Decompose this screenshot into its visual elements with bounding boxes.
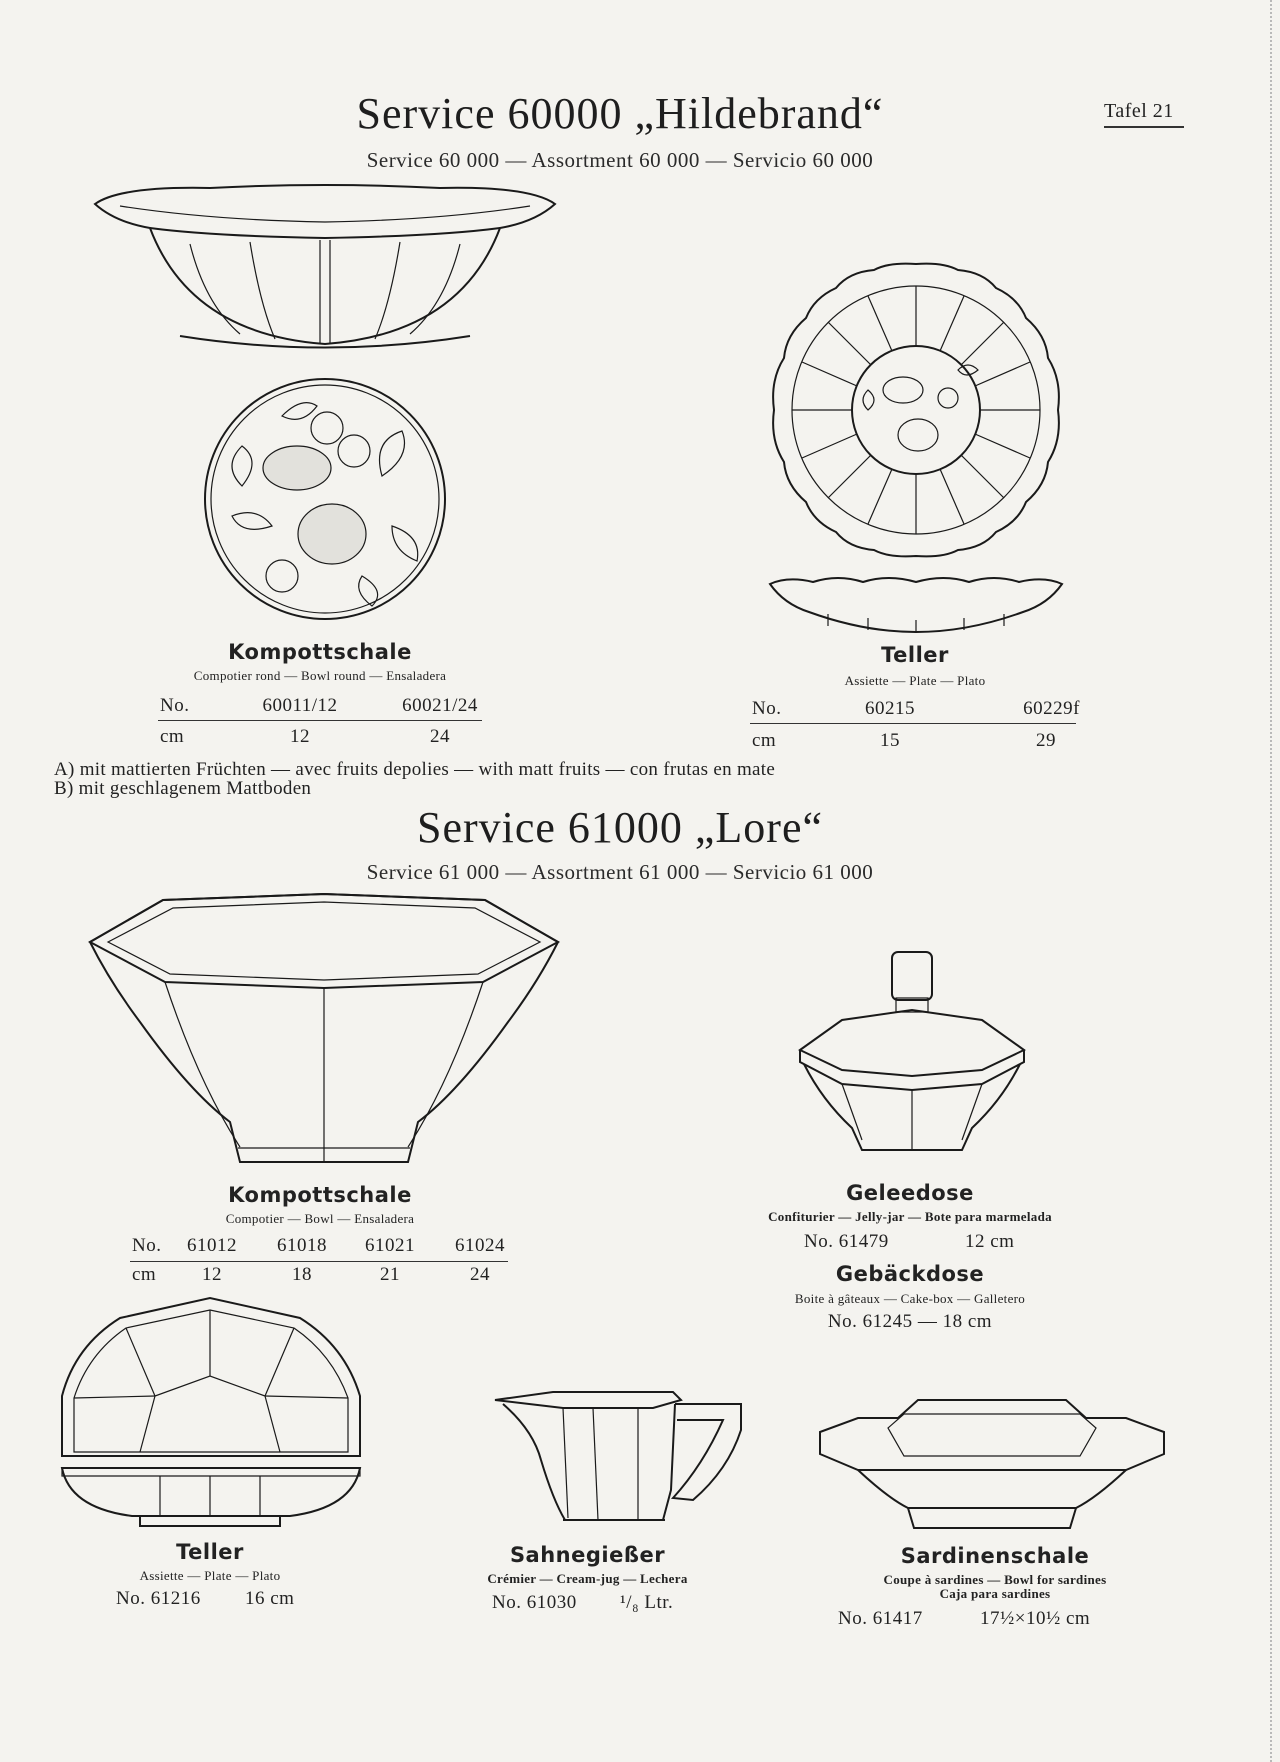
teller-60000-rule xyxy=(750,723,1076,724)
sardinenschale-translation-1: Coupe à sardines — Bowl for sardines xyxy=(883,1572,1107,1587)
kompottschale-61000-cm-4: 24 xyxy=(470,1264,490,1285)
kompottschale-61000-no-3: 61021 xyxy=(365,1235,415,1256)
gebaeckdose-translation: Boite à gâteaux — Cake-box — Galletero xyxy=(794,1291,1026,1306)
sardinenschale-size: 17½×10½ cm xyxy=(980,1608,1091,1629)
service-60000-title: Service 60000 „Hildebrand“ xyxy=(356,89,884,138)
geleedose-translation: Confiturier — Jelly-jar — Bote para marmelada xyxy=(768,1209,1052,1224)
teller-60000-no-label: No. xyxy=(752,698,782,719)
sahnegiesser-number: No. 61030 xyxy=(492,1592,577,1613)
sahnegiesser-translation: Crémier — Cream-jug — Lechera xyxy=(487,1571,688,1586)
hildebrand-plate-illustration xyxy=(768,260,1064,560)
kompottschale-60000-no-1: 60011/12 xyxy=(262,695,338,716)
geleedose-illustration xyxy=(792,950,1032,1160)
gebaeckdose-line: No. 61245 — 18 cm xyxy=(827,1311,993,1332)
kompottschale-60000-translation: Compotier rond — Bowl round — Ensaladera xyxy=(193,668,447,683)
sardinenschale-name: Sardinenschale xyxy=(900,1544,1090,1568)
service-61000-title: Service 61000 „Lore“ xyxy=(416,803,824,852)
note-a: A) mit mattierten Früchten — avec fruits depolies — with matt fruits — con frutas en mate xyxy=(54,759,776,780)
hildebrand-plate-side-illustration xyxy=(768,574,1064,634)
sahnegiesser-illustration xyxy=(493,1390,743,1530)
kompottschale-60000-cm-2: 24 xyxy=(430,726,450,747)
teller-60000-no-1: 60215 xyxy=(865,698,915,719)
kompottschale-61000-rule xyxy=(130,1261,508,1262)
teller-60000-no-2: 60229f xyxy=(1023,698,1080,719)
lore-bowl-illustration xyxy=(88,892,560,1168)
hildebrand-fruit-plate-illustration xyxy=(202,376,448,622)
teller-61000-number: No. 61216 xyxy=(116,1588,201,1609)
teller-60000-cm-label: cm xyxy=(752,730,777,751)
kompottschale-61000-cm-1: 12 xyxy=(202,1264,222,1285)
kompottschale-61000-no-label: No. xyxy=(132,1235,162,1256)
kompottschale-61000-translation: Compotier — Bowl — Ensaladera xyxy=(225,1211,415,1226)
tafel-underline xyxy=(1104,126,1184,128)
teller-61000-name: Teller xyxy=(176,1540,244,1564)
geleedose-size: 12 cm xyxy=(965,1231,1015,1252)
tafel-label: Tafel 21 xyxy=(1104,100,1174,122)
kompottschale-60000-name: Kompottschale xyxy=(228,640,412,664)
kompottschale-60000-no-2: 60021/24 xyxy=(402,695,478,716)
kompottschale-60000-no-label: No. xyxy=(160,695,190,716)
teller-60000-cm-2: 29 xyxy=(1036,730,1056,751)
teller-60000-name: Teller xyxy=(881,643,949,667)
sardinenschale-illustration xyxy=(818,1398,1166,1532)
teller-61000-translation: Assiette — Plate — Plato xyxy=(139,1568,281,1583)
kompottschale-61000-no-4: 61024 xyxy=(455,1235,505,1256)
note-b: B) mit geschlagenem Mattboden xyxy=(54,778,312,799)
kompottschale-61000-no-2: 61018 xyxy=(277,1235,327,1256)
kompottschale-60000-rule xyxy=(158,720,482,721)
teller-60000-cm-1: 15 xyxy=(880,730,900,751)
teller-60000-translation: Assiette — Plate — Plato xyxy=(844,673,986,688)
kompottschale-61000-no-1: 61012 xyxy=(187,1235,237,1256)
teller-61000-size: 16 cm xyxy=(245,1588,295,1609)
kompottschale-60000-cm-label: cm xyxy=(160,726,185,747)
sahnegiesser-name: Sahnegießer xyxy=(509,1543,666,1567)
service-60000-subtitle: Service 60 000 — Assortment 60 000 — Servicio 60 000 xyxy=(366,148,874,172)
kompottschale-61000-name: Kompottschale xyxy=(228,1183,412,1207)
sahnegiesser-size: ¹/₈ Ltr. xyxy=(620,1592,674,1613)
kompottschale-61000-cm-label: cm xyxy=(132,1264,157,1285)
lore-plate-illustration xyxy=(60,1296,362,1530)
hildebrand-bowl-illustration xyxy=(90,184,560,354)
kompottschale-60000-cm-1: 12 xyxy=(290,726,310,747)
kompottschale-61000-cm-2: 18 xyxy=(292,1264,312,1285)
geleedose-number: No. 61479 xyxy=(804,1231,889,1252)
sardinenschale-translation-2: Caja para sardines xyxy=(939,1586,1051,1601)
service-61000-subtitle: Service 61 000 — Assortment 61 000 — Servicio 61 000 xyxy=(366,860,874,884)
sardinenschale-number: No. 61417 xyxy=(838,1608,923,1629)
page-edge-perforation xyxy=(1270,0,1280,1762)
gebaeckdose-name: Gebäckdose xyxy=(835,1262,985,1286)
geleedose-name: Geleedose xyxy=(846,1181,974,1205)
kompottschale-61000-cm-3: 21 xyxy=(380,1264,400,1285)
